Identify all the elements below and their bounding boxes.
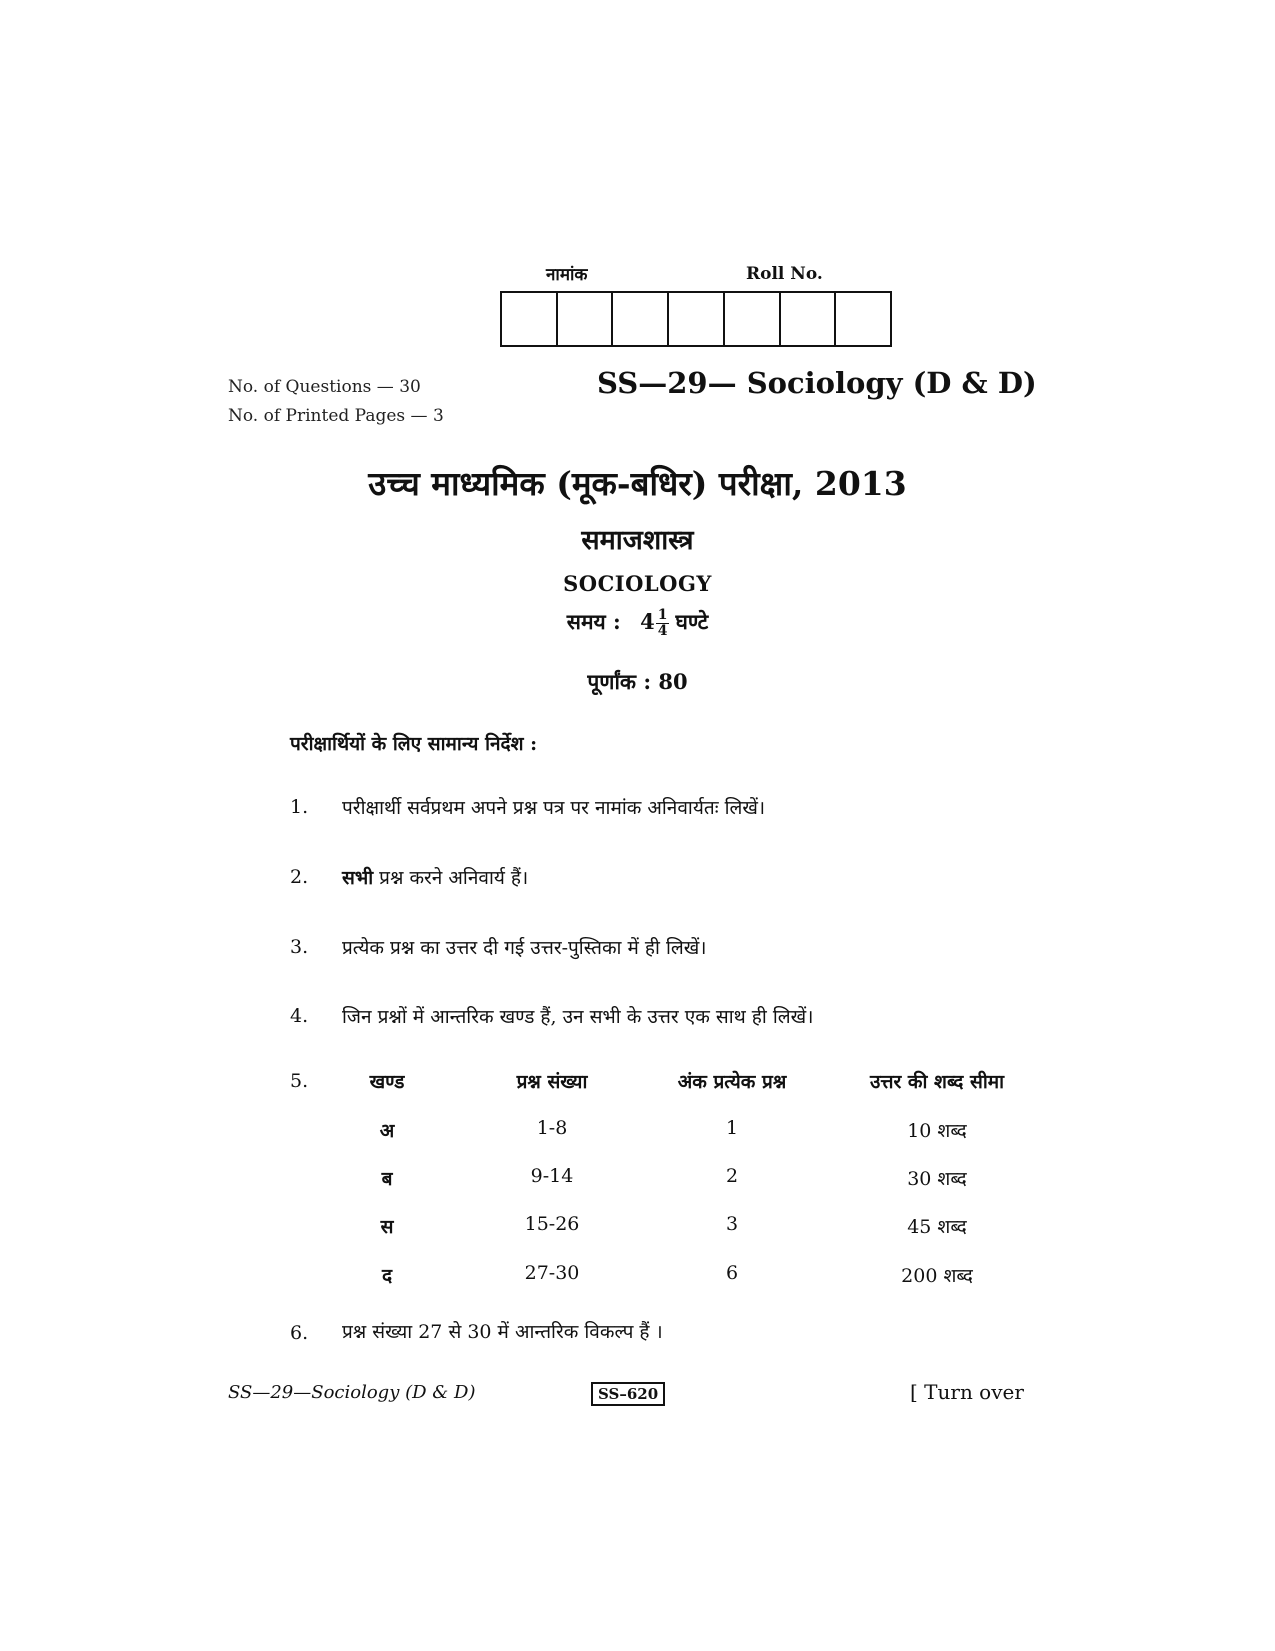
max-marks-line <box>0 668 1275 696</box>
instruction-number: 4. <box>290 1005 309 1027</box>
instruction-number: 3. <box>290 936 309 958</box>
time-line <box>0 608 1275 639</box>
number-of-questions: No. of Questions — 30 <box>228 377 421 397</box>
time-unit: घण्टे <box>675 609 709 634</box>
paper-code-title: SS—29— Sociology (D & D) <box>597 366 1037 400</box>
exam-title: उच्च माध्यमिक (मूक-बधिर) परीक्षा, 2013 <box>368 464 907 503</box>
instruction-number: 5. <box>290 1070 309 1092</box>
instruction-text: प्रश्न संख्या 27 से 30 में आन्तरिक विकल्प हैं । <box>342 1321 663 1343</box>
header-section: खण्ड <box>369 1071 405 1093</box>
turn-over-note: [ Turn over <box>910 1380 1024 1404</box>
table-row <box>342 1117 1042 1147</box>
cell-words: 10 शब्द <box>907 1120 967 1142</box>
roll-label-english: Roll No. <box>746 264 823 284</box>
table-row <box>342 1262 1042 1292</box>
instruction-rest: प्रश्न करने अनिवार्य हैं। <box>373 867 529 889</box>
roll-cell <box>836 293 890 345</box>
instruction-number: 2. <box>290 866 309 888</box>
instruction-text: जिन प्रश्नों में आन्तरिक खण्ड हैं, उन सभी के उत्तर एक साथ ही लिखें। <box>342 1006 814 1028</box>
subject-english: SOCIOLOGY <box>563 571 712 596</box>
footer-series-code: SS–620 <box>591 1382 665 1406</box>
instruction-text <box>342 864 528 890</box>
roll-cell <box>781 293 837 345</box>
roll-cell <box>669 293 725 345</box>
instruction-number: 1. <box>290 796 309 818</box>
instruction-text: प्रत्येक प्रश्न का उत्तर दी गई उत्तर-पुस्तिका में ही लिखें। <box>342 937 707 959</box>
cell-marks: 1 <box>725 1117 739 1139</box>
roll-cell <box>613 293 669 345</box>
cell-marks: 6 <box>725 1262 739 1284</box>
instructions-heading: परीक्षार्थियों के लिए सामान्य निर्देश : <box>290 733 538 755</box>
header-marks-each: अंक प्रत्येक प्रश्न <box>677 1071 787 1093</box>
table-row <box>342 1165 1042 1195</box>
cell-section: स <box>380 1216 394 1238</box>
roll-label-hindi: नामांक <box>546 265 588 285</box>
cell-questions: 15-26 <box>524 1213 580 1235</box>
table-header-row <box>342 1068 1042 1098</box>
instruction-number: 6. <box>290 1322 309 1344</box>
marks-label: पूर्णांक : <box>587 669 652 694</box>
subject-hindi: समाजशास्त्र <box>581 525 694 556</box>
cell-questions: 27-30 <box>524 1262 580 1284</box>
instruction-emphasis: सभी <box>342 867 374 889</box>
cell-section: ब <box>381 1168 393 1190</box>
time-label: समय : <box>566 609 621 634</box>
cell-questions: 9-14 <box>530 1165 574 1187</box>
header-word-limit: उत्तर की शब्द सीमा <box>869 1071 1005 1093</box>
instruction-text: परीक्षार्थी सर्वप्रथम अपने प्रश्न पत्र पर नामांक अनिवार्यतः लिखें। <box>342 797 766 819</box>
cell-marks: 2 <box>725 1165 739 1187</box>
number-of-pages: No. of Printed Pages — 3 <box>228 406 444 426</box>
cell-marks: 3 <box>725 1213 739 1235</box>
cell-section: द <box>381 1265 393 1287</box>
cell-section: अ <box>379 1120 395 1142</box>
roll-cell <box>502 293 558 345</box>
footer-paper-code: SS—29—Sociology (D & D) <box>228 1382 476 1403</box>
time-fraction <box>656 608 670 639</box>
roll-cell <box>725 293 781 345</box>
cell-words: 30 शब्द <box>907 1168 967 1190</box>
table-row <box>342 1213 1042 1243</box>
cell-questions: 1-8 <box>536 1117 568 1139</box>
roll-cell <box>558 293 614 345</box>
time-whole: 4 <box>640 609 655 634</box>
time-denominator: 4 <box>657 623 668 639</box>
cell-words: 45 शब्द <box>907 1216 967 1238</box>
marks-value: 80 <box>658 669 688 694</box>
time-numerator: 1 <box>657 607 668 623</box>
cell-words: 200 शब्द <box>901 1265 973 1287</box>
roll-number-box <box>500 291 892 347</box>
header-question-numbers: प्रश्न संख्या <box>516 1071 588 1093</box>
